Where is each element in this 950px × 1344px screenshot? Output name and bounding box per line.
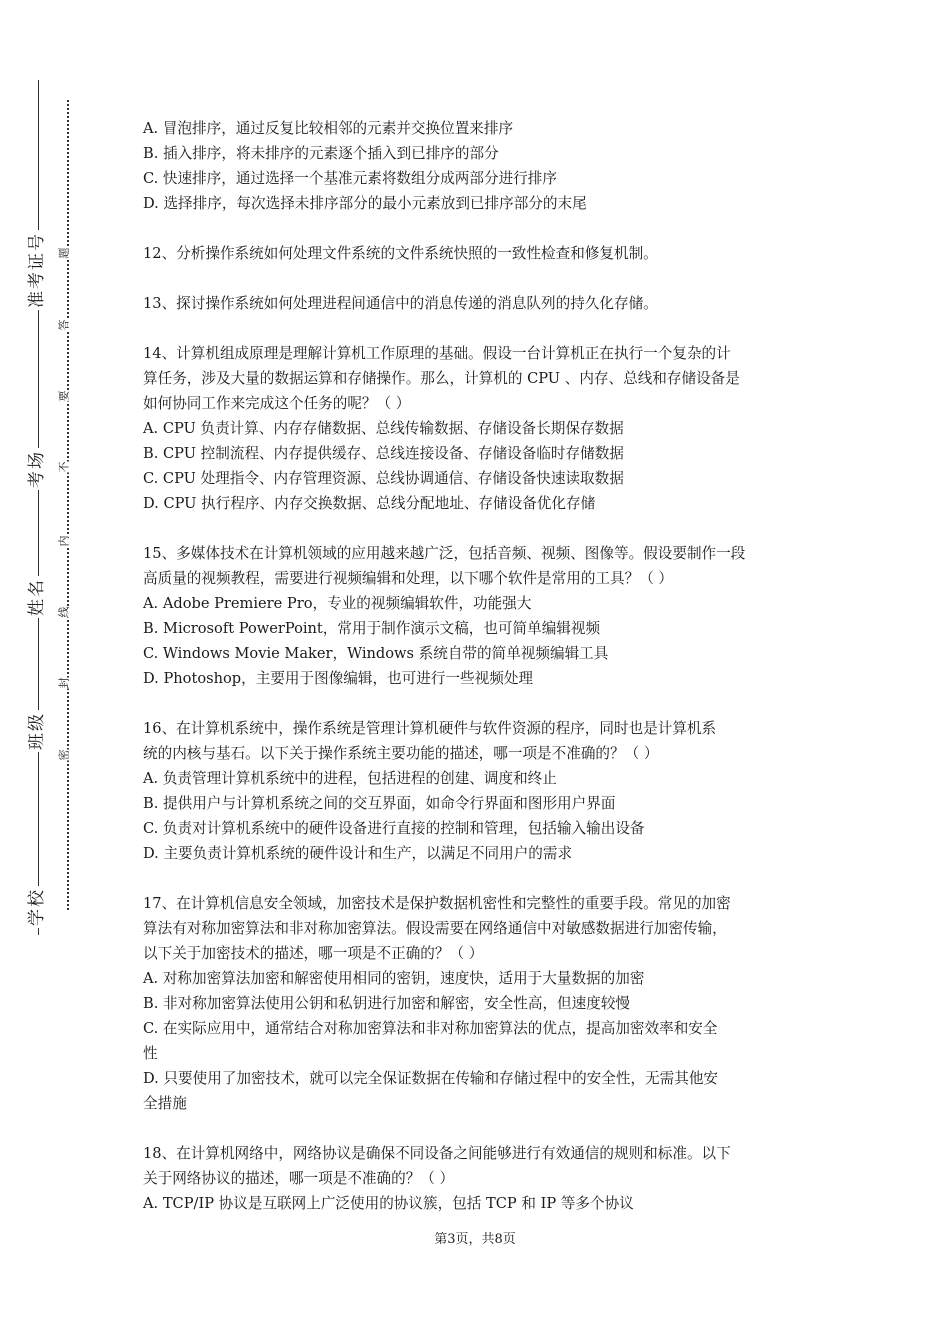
seal-char: 不 bbox=[56, 462, 74, 473]
question-16 bbox=[143, 716, 813, 866]
question-15 bbox=[143, 541, 813, 691]
option-a: A. 对称加密算法加密和解密使用相同的密钥，速度快，适用于大量数据的加密 bbox=[143, 970, 645, 987]
binding-solid-line bbox=[38, 80, 39, 935]
option-d: D. 主要负责计算机系统的硬件设计和生产，以满足不同用户的需求 bbox=[143, 845, 573, 862]
question-stem: 算任务，涉及大量的数据运算和存储操作。那么，计算机的 CPU 、内存、总线和存储设备是 bbox=[143, 370, 740, 387]
option-c: C. 负责对计算机系统中的硬件设备进行直接的控制和管理，包括输入输出设备 bbox=[143, 820, 645, 837]
binding-dotted-line bbox=[67, 100, 69, 910]
option-b: B. 插入排序，将未排序的元素逐个插入到已排序的部分 bbox=[143, 145, 499, 162]
question-stem: 统的内核与基石。以下关于操作系统主要功能的描述，哪一项是不准确的？（ ） bbox=[143, 745, 659, 762]
question-stem: 17、在计算机信息安全领域，加密技术是保护数据机密性和完整性的重要手段。常见的加密 bbox=[143, 895, 731, 912]
question-stem: 18、在计算机网络中，网络协议是确保不同设备之间能够进行有效通信的规则和标准。以下 bbox=[143, 1145, 731, 1162]
question-17 bbox=[143, 891, 813, 1116]
question-stem: 高质量的视频教程，需要进行视频编辑和处理，以下哪个软件是常用的工具？（ ） bbox=[143, 570, 674, 587]
question-stem: 算法有对称加密算法和非对称加密算法。假设需要在网络通信中对敏感数据进行加密传输， bbox=[143, 920, 727, 937]
option-a: A. 冒泡排序，通过反复比较相邻的元素并交换位置来排序 bbox=[143, 120, 514, 137]
option-b: B. 非对称加密算法使用公钥和私钥进行加密和解密，安全性高，但速度较慢 bbox=[143, 995, 631, 1012]
seal-char: 线 bbox=[56, 607, 74, 618]
question-18 bbox=[143, 1141, 813, 1216]
question-stem: 14、计算机组成原理是理解计算机工作原理的基础。假设一台计算机正在执行一个复杂的计 bbox=[143, 345, 731, 362]
option-d: D. Photoshop，主要用于图像编辑，也可进行一些视频处理 bbox=[143, 670, 534, 687]
question-body bbox=[143, 116, 813, 1216]
option-b: B. CPU 控制流程、内存提供缓存、总线连接设备、存储设备临时存储数据 bbox=[143, 445, 624, 462]
page-number: 第3页，共8页 bbox=[434, 1232, 516, 1247]
question-stem: 如何协同工作来完成这个任务的呢？（ ） bbox=[143, 395, 411, 412]
seal-char: 要 bbox=[56, 391, 74, 402]
question-14 bbox=[143, 341, 813, 516]
option-c: C. 快速排序，通过选择一个基准元素将数组分成两部分进行排序 bbox=[143, 170, 557, 187]
seal-char: 密 bbox=[56, 750, 74, 761]
option-a: A. CPU 负责计算、内存存储数据、总线传输数据、存储设备长期保存数据 bbox=[143, 420, 624, 437]
seal-char: 内 bbox=[56, 536, 74, 547]
seal-char: 题 bbox=[56, 248, 74, 259]
name-label: 姓名 bbox=[22, 576, 47, 618]
option-d: D. CPU 执行程序、内存交换数据、总线分配地址、存储设备优化存储 bbox=[143, 495, 596, 512]
option-c: C. 在实际应用中，通常结合对称加密算法和非对称加密算法的优点，提高加密效率和安全 bbox=[143, 1020, 718, 1037]
option-c-continued: 性 bbox=[143, 1045, 158, 1062]
question-11-options bbox=[143, 116, 813, 216]
exam-room-label: 考场 bbox=[22, 448, 47, 490]
seal-char: 封 bbox=[56, 678, 74, 689]
option-d-continued: 全措施 bbox=[143, 1095, 187, 1112]
option-a: A. 负责管理计算机系统中的进程，包括进程的创建、调度和终止 bbox=[143, 770, 557, 787]
option-c: C. CPU 处理指令、内存管理资源、总线协调通信、存储设备快速读取数据 bbox=[143, 470, 624, 487]
question-stem: 15、多媒体技术在计算机领域的应用越来越广泛，包括音频、视频、图像等。假设要制作一段 bbox=[143, 545, 746, 562]
option-a: A. Adobe Premiere Pro，专业的视频编辑软件，功能强大 bbox=[143, 595, 532, 612]
question-12: 12、分析操作系统如何处理文件系统的文件系统快照的一致性检查和修复机制。 bbox=[143, 245, 658, 262]
exam-id-label: 准考证号 bbox=[22, 230, 47, 310]
option-b: B. Microsoft PowerPoint，常用于制作演示文稿，也可简单编辑视频 bbox=[143, 620, 601, 637]
option-b: B. 提供用户与计算机系统之间的交互界面，如命令行界面和图形用户界面 bbox=[143, 795, 616, 812]
option-d: D. 只要使用了加密技术，就可以完全保证数据在传输和存储过程中的安全性，无需其他安 bbox=[143, 1070, 719, 1087]
option-c: C. Windows Movie Maker，Windows 系统自带的简单视频编辑工具 bbox=[143, 645, 609, 662]
question-stem: 以下关于加密技术的描述，哪一项是不正确的？（ ） bbox=[143, 945, 484, 962]
question-stem: 关于网络协议的描述，哪一项是不准确的？（ ） bbox=[143, 1170, 455, 1187]
question-stem: 16、在计算机系统中，操作系统是管理计算机硬件与软件资源的程序，同时也是计算机系 bbox=[143, 720, 717, 737]
option-a: A. TCP/IP 协议是互联网上广泛使用的协议簇，包括 TCP 和 IP 等多个协议 bbox=[143, 1195, 634, 1212]
school-label: 学校 bbox=[22, 886, 47, 928]
question-13: 13、探讨操作系统如何处理进程间通信中的消息传递的消息队列的持久化存储。 bbox=[143, 295, 658, 312]
seal-char: 答 bbox=[56, 320, 74, 331]
class-label: 班级 bbox=[22, 710, 47, 752]
option-d: D. 选择排序，每次选择未排序部分的最小元素放到已排序部分的末尾 bbox=[143, 195, 587, 212]
